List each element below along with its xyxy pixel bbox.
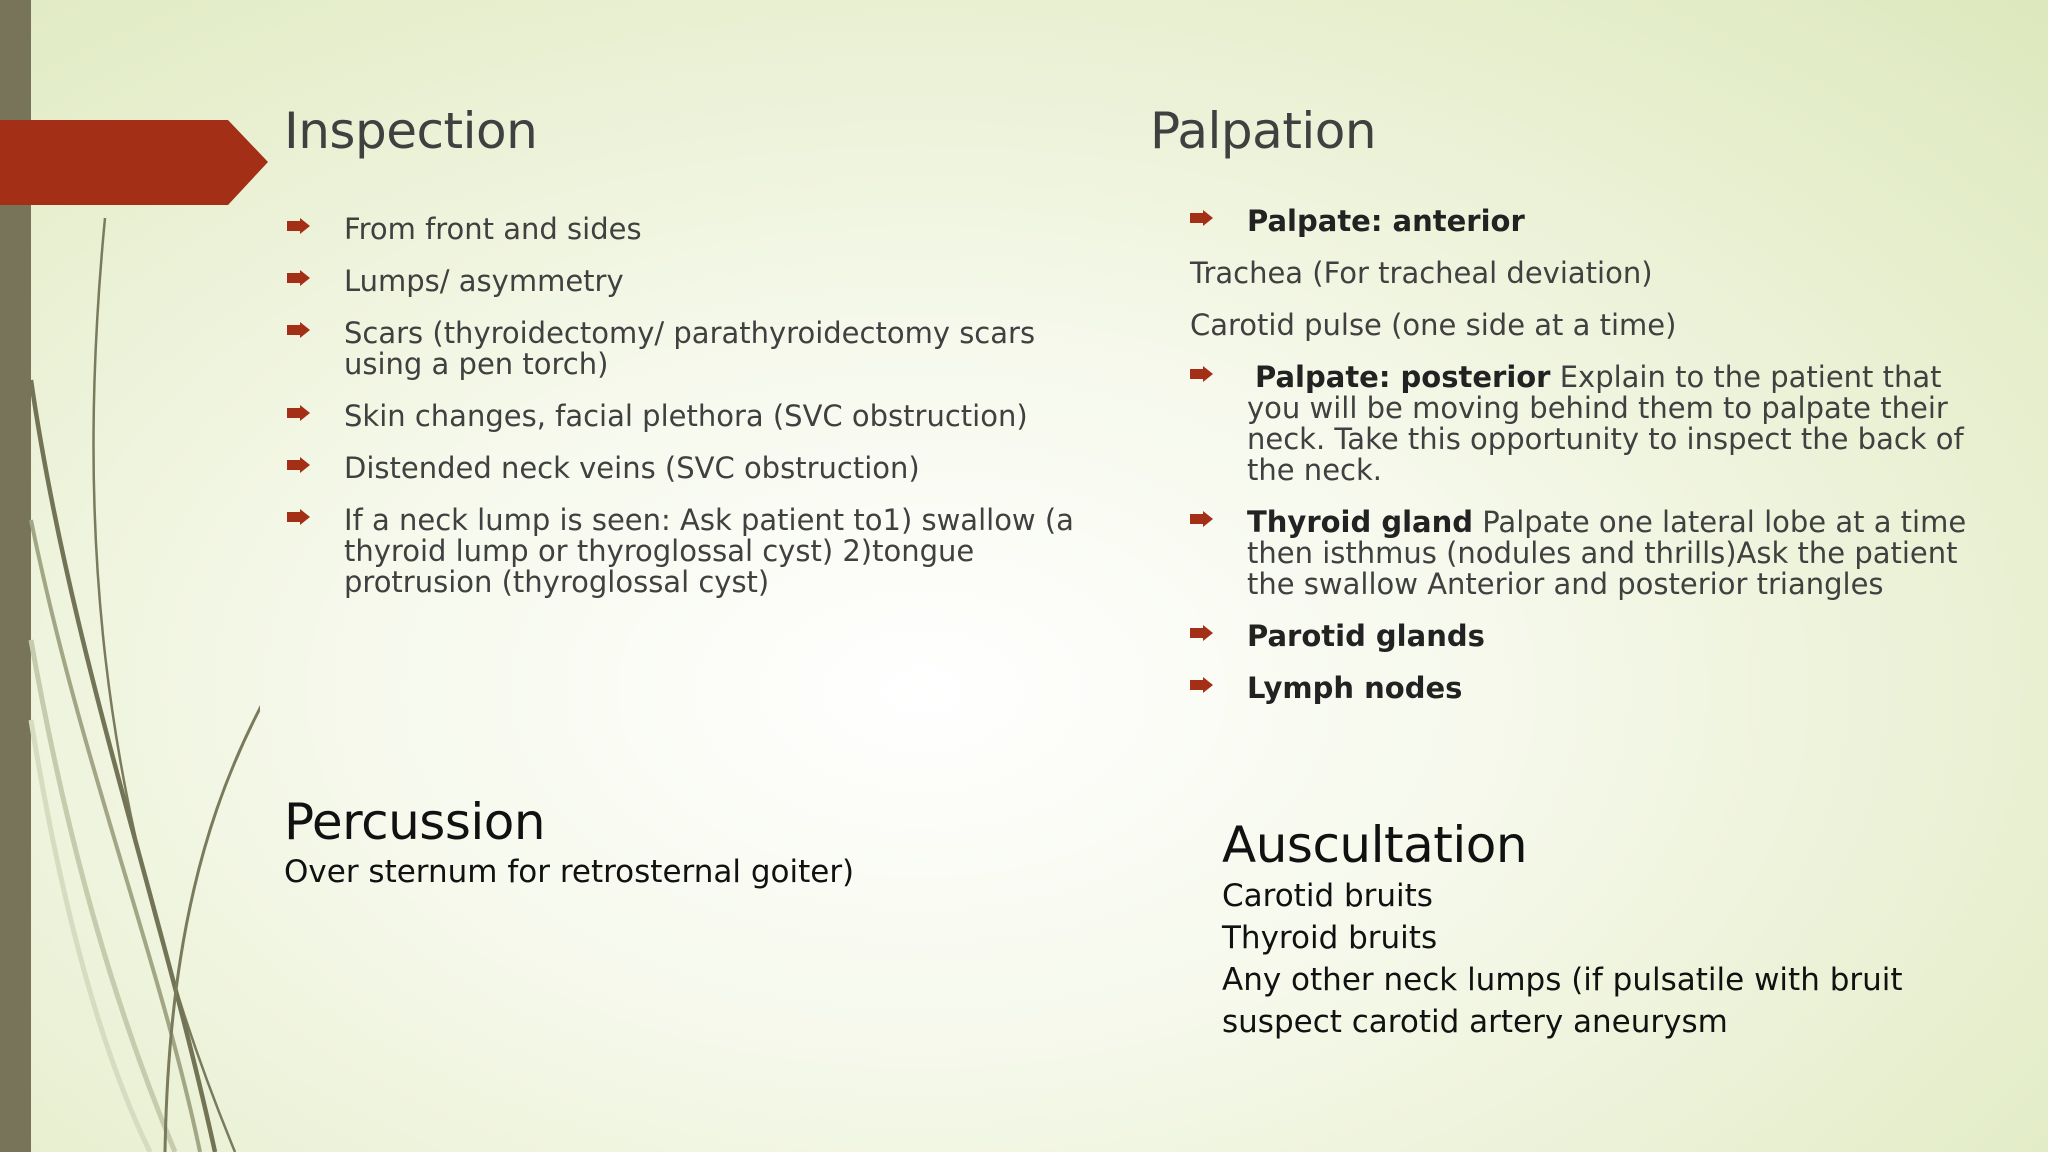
list-item: Parotid glands: [1190, 621, 1970, 652]
auscultation-title: Auscultation: [1222, 816, 1528, 874]
percussion-text: Over sternum for retrosternal goiter): [284, 854, 855, 890]
auscultation-line: Thyroid bruits: [1222, 919, 1438, 956]
arrow-bullet-icon: [1190, 210, 1213, 226]
list-item: Distended neck veins (SVC obstruction): [287, 453, 1087, 484]
arrow-bullet-icon: [1190, 677, 1213, 693]
list-item: Carotid pulse (one side at a time): [1190, 308, 1677, 342]
inspection-list: [287, 214, 1087, 598]
inspection-title: Inspection: [284, 102, 538, 160]
list-item: Trachea (For tracheal deviation): [1190, 256, 1653, 290]
percussion-title: Percussion: [284, 793, 546, 851]
list-item: If a neck lump is seen: Ask patient to1) swallow (a thyroid lump or thyroglossal cyst) 2)tongue protrusion (thyroglossal cyst): [287, 505, 1087, 598]
title-arrow-shape: [0, 120, 268, 205]
arrow-bullet-icon: [1190, 511, 1213, 527]
list-item: Scars (thyroidectomy/ parathyroidectomy scars using a pen torch): [287, 318, 1087, 380]
palpation-list: [1190, 206, 1970, 704]
arrow-bullet-icon: [287, 270, 310, 286]
arrow-bullet-icon: [287, 457, 310, 473]
arrow-bullet-icon: [287, 405, 310, 421]
arrow-bullet-icon: [287, 218, 310, 234]
list-item: Lymph nodes: [1190, 673, 1970, 704]
list-item: Skin changes, facial plethora (SVC obstruction): [287, 401, 1087, 432]
arrow-bullet-icon: [1190, 625, 1213, 641]
list-item: Palpate: anterior: [1190, 206, 1970, 237]
list-item: Palpate: posterior Explain to the patient that you will be moving behind them to palpate their neck. Take this opportunity to inspect the back of the neck.: [1190, 362, 1970, 486]
list-item: Lumps/ asymmetry: [287, 266, 1087, 297]
auscultation-line: Any other neck lumps (if pulsatile with bruit: [1222, 961, 1903, 998]
list-item: From front and sides: [287, 214, 1087, 245]
palpation-title: Palpation: [1150, 102, 1377, 160]
arrow-bullet-icon: [287, 322, 310, 338]
arrow-bullet-icon: [287, 509, 310, 525]
auscultation-line: Carotid bruits: [1222, 878, 1433, 914]
arrow-bullet-icon: [1190, 366, 1213, 382]
auscultation-line: suspect carotid artery aneurysm: [1222, 1003, 1728, 1040]
auscultation-text: [1222, 876, 2002, 1043]
list-item: Thyroid gland Palpate one lateral lobe at a time then isthmus (nodules and thrills)Ask the patient the swallow Anterior and posterior triangles: [1190, 507, 1970, 600]
